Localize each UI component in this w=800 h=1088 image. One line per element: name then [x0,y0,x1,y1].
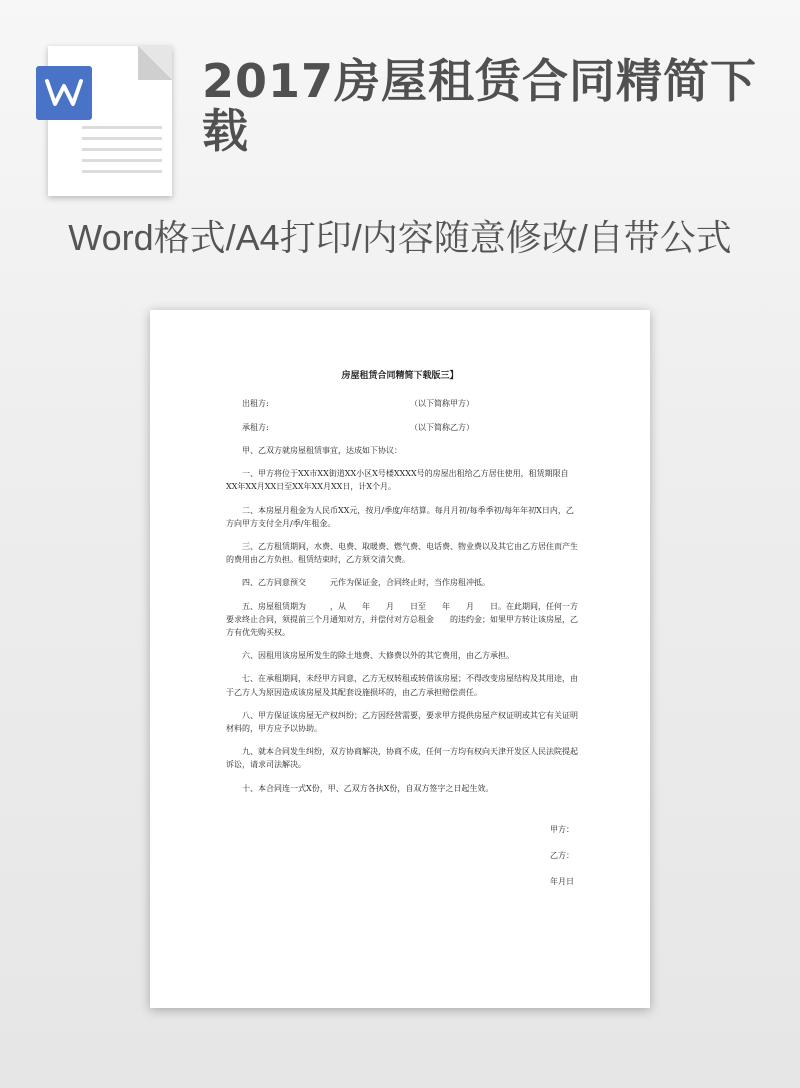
contract-body [226,444,578,805]
format-subtitle: Word格式/A4打印/内容随意修改/自带公式 [68,217,732,258]
party-lessee [242,422,582,433]
contract-paragraph: 四、乙方同意预交 元作为保证金，合同终止时，当作房租冲抵。 [242,578,490,588]
party-label: 承租方: [242,423,269,432]
contract-paragraph: 甲、乙双方就房屋租赁事宜，达成如下协议： [242,446,402,455]
document-preview-page [150,310,650,1008]
contract-paragraph: 九、就本合同发生纠纷，双方协商解决，协商不成，任何一方均有权向天津开发区人民法院提起诉讼，请求司法解决。 [226,747,578,770]
party-value: （以下简称甲方） [410,399,474,408]
party-lessor [242,398,582,409]
signature-date: 年月日 [550,877,574,886]
contract-paragraph: 五、房屋租赁期为 ，从 年 月 日至 年 月 日。在此期间，任何一方要求终止合同，须提前三个月通知对方，并偿付对方总租金 的违约金；如果甲方转让该房屋，乙方有优先购买权。 [226,601,578,638]
contract-paragraph: 八、甲方保证该房屋无产权纠纷；乙方因经营需要，要求甲方提供房屋产权证明或其它有关证明材料的，甲方应予以协助。 [226,710,578,734]
contract-paragraph: 一、甲方将位于XX市XX街道XX小区X号楼XXXX号的房屋出租给乙方居住使用，租赁期限自XX年XX月XX日至XX年XX月XX日，计X个月。 [226,469,569,492]
party-value: （以下简称乙方） [410,423,474,432]
contract-paragraph: 六、因租用该房屋所发生的除土地费、大修费以外的其它费用，由乙方承担。 [242,651,514,661]
word-logo-icon [36,66,92,120]
word-file-icon [36,46,172,196]
contract-paragraph: 十、本合同连一式X份，甲、乙双方各执X份，自双方签字之日起生效。 [242,783,494,793]
contract-paragraph: 二、本房屋月租金为人民币XX元，按月/季度/年结算。每月月初/每季季初/每年年初X日内，乙方向甲方支付全月/季/年租金。 [226,505,574,528]
contract-paragraph: 七、在承租期间，未经甲方同意，乙方无权转租或转借该房屋；不得改变房屋结构及其用途，由于乙方人为原因造成该房屋及其配套设施损坏的，由乙方承担赔偿责任。 [226,674,578,697]
page-title: 2017房屋租赁合同精简下载 [202,54,758,158]
document-title: 房屋租赁合同精简下载版三】 [341,371,459,381]
contract-paragraph: 三、乙方租赁期间，水费、电费、取暖费、燃气费、电话费、物业费以及其它由乙方居住而产生的费用由乙方负担。租赁结束时，乙方须交清欠费。 [226,542,578,565]
page-fold-corner [138,46,172,80]
signature-party-a: 甲方： [550,825,574,834]
signature-party-b: 乙方： [550,851,574,860]
file-text-lines [82,126,162,181]
party-label: 出租方: [242,399,269,408]
